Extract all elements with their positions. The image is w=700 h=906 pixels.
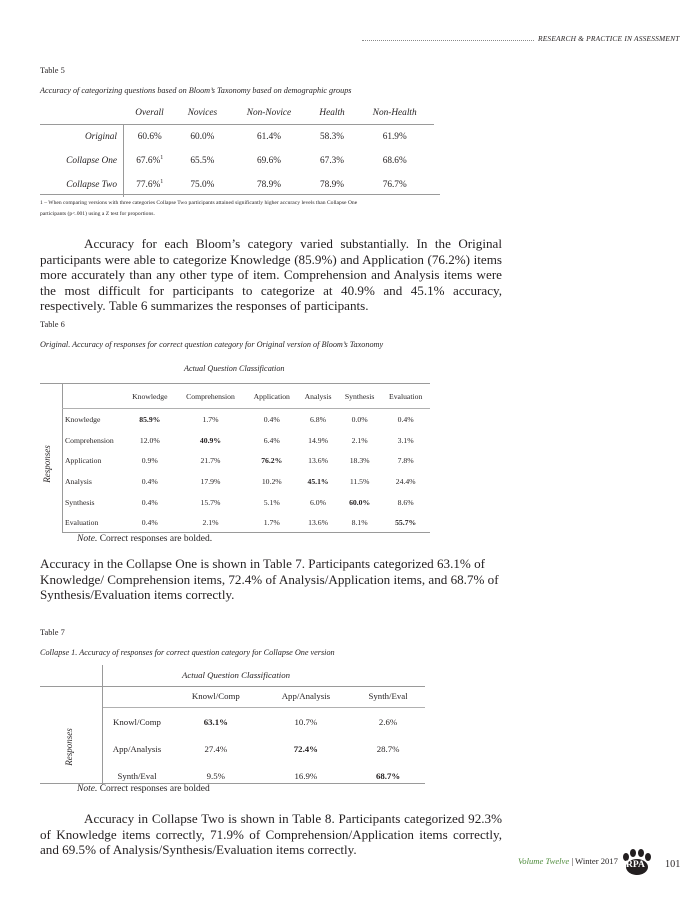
note-label: Note. bbox=[77, 534, 98, 544]
footer-season: Winter 2017 bbox=[575, 856, 618, 866]
table6-col-header: Synthesis bbox=[338, 384, 381, 409]
table-cell: 9.5% bbox=[206, 770, 225, 781]
header-dotted-rule bbox=[362, 40, 534, 41]
table6-side-label: Responses bbox=[42, 445, 52, 483]
table-cell: 6.8% bbox=[310, 414, 327, 424]
table7-side-label: Responses bbox=[64, 728, 74, 766]
table6-label: Table 6 bbox=[40, 320, 65, 329]
table5-caption: Accuracy of categorizing questions based on Bloom’s Taxonomy based on demographic groups bbox=[40, 86, 352, 95]
table-cell: 5.1% bbox=[263, 497, 280, 507]
table6-corner bbox=[62, 384, 124, 409]
table-cell: 6.4% bbox=[263, 435, 280, 445]
table7-col-header: Synth/Eval bbox=[351, 685, 425, 708]
note-text: Correct responses are bolded bbox=[99, 784, 210, 794]
table7-col-header: App/Analysis bbox=[261, 685, 352, 708]
table-cell: 0.4% bbox=[263, 414, 280, 424]
table5-col-header: Non-Health bbox=[372, 108, 417, 118]
table-cell: 2.6% bbox=[378, 716, 398, 727]
table-cell-correct: 60.0% bbox=[349, 497, 371, 507]
table-cell: 76.7% bbox=[382, 180, 407, 190]
table-row bbox=[103, 708, 425, 736]
table-cell: 0.9% bbox=[141, 456, 158, 466]
table7-caption: Collapse 1. Accuracy of responses for correct question category for Collapse One version bbox=[40, 648, 335, 657]
table-cell: 6.0% bbox=[310, 497, 327, 507]
table-cell: 12.0% bbox=[139, 435, 160, 445]
table-cell: 2.1% bbox=[351, 435, 368, 445]
table-cell: 7.8% bbox=[397, 456, 414, 466]
table-cell: 10.2% bbox=[261, 476, 282, 486]
table7 bbox=[103, 685, 425, 789]
table-cell: 0.0% bbox=[351, 414, 368, 424]
table-cell: 65.5% bbox=[190, 156, 215, 166]
page-number: 101 bbox=[665, 859, 681, 870]
table-cell: 78.9% bbox=[320, 180, 345, 190]
table6 bbox=[62, 384, 430, 533]
table7-note bbox=[77, 784, 210, 794]
table-cell: 58.3% bbox=[309, 125, 356, 150]
row-label: Synthesis bbox=[65, 497, 95, 507]
table-cell: 61.9% bbox=[355, 125, 434, 150]
table-row bbox=[62, 492, 430, 513]
table6-super-header: Actual Question Classification bbox=[184, 364, 285, 373]
table-cell-correct: 68.7% bbox=[375, 770, 401, 781]
table-cell: 0.4% bbox=[141, 518, 158, 528]
table6-note bbox=[77, 534, 212, 544]
table5-col-header: Non-Novice bbox=[246, 108, 292, 118]
table-row bbox=[62, 471, 430, 492]
table7-label: Table 7 bbox=[40, 628, 65, 637]
table5-label: Table 5 bbox=[40, 66, 65, 75]
table-cell: 18.3% bbox=[349, 456, 370, 466]
paragraph-text: Accuracy in Collapse Two is shown in Table 8. Participants categorized 92.3% of Knowledge items correctly, 71.9% of Comprehension/Application items correctly, and 69.5% of Analysis/Synthesis/Evaluation items correctly. bbox=[40, 811, 502, 857]
table-cell: 13.6% bbox=[308, 518, 328, 528]
table-cell: 8.6% bbox=[397, 497, 414, 507]
table-row bbox=[40, 125, 434, 150]
table5-footnote: 1 – When comparing versions with three categories Collapse Two participants attained significantly higher accuracy levels than Collapse One bbox=[40, 200, 358, 206]
table6-caption: Original. Accuracy of responses for correct question category for Original version of Bloom’s Taxonomy bbox=[40, 340, 384, 349]
row-label: Knowl/Comp bbox=[113, 716, 161, 727]
body-paragraph: Accuracy in the Collapse One is shown in Table 7. Participants categorized 63.1% of Knowledge/ Comprehension items, 72.4% of Analysis/Application items, and 68.7% of Synthesis/Evaluation items correctly. bbox=[40, 556, 499, 602]
table-cell: 11.5% bbox=[349, 476, 370, 486]
table-cell-with-sup bbox=[124, 149, 176, 173]
table7-super-header: Actual Question Classification bbox=[182, 670, 291, 680]
table-cell: 14.9% bbox=[308, 435, 328, 445]
table5-bottom-rule bbox=[40, 194, 440, 195]
table6-col-header: Application bbox=[245, 384, 298, 409]
table-cell: 60.0% bbox=[176, 125, 230, 150]
table6-col-header: Knowledge bbox=[124, 384, 176, 409]
table-cell: 1.7% bbox=[263, 518, 280, 528]
table-cell: 0.4% bbox=[141, 497, 158, 507]
table6-bottom-rule bbox=[62, 532, 430, 533]
table-row bbox=[62, 409, 430, 430]
table-row bbox=[103, 735, 425, 762]
table-cell: 78.9% bbox=[256, 180, 281, 190]
table-cell-correct: 85.9% bbox=[139, 414, 161, 424]
row-label: Application bbox=[65, 456, 102, 466]
table5 bbox=[40, 102, 434, 197]
table-cell: 21.7% bbox=[200, 456, 221, 466]
row-label: Synth/Eval bbox=[117, 770, 157, 781]
body-paragraph bbox=[40, 236, 502, 314]
logo-text: RPA bbox=[626, 860, 645, 870]
table-cell: 0.4% bbox=[397, 414, 414, 424]
table5-corner bbox=[40, 102, 124, 125]
table-cell: 16.9% bbox=[294, 770, 318, 781]
table7-col-header: Knowl/Comp bbox=[171, 685, 261, 708]
table-cell: 28.7% bbox=[376, 743, 400, 754]
table-cell-correct: 45.1% bbox=[307, 476, 329, 486]
row-label: App/Analysis bbox=[112, 743, 162, 754]
paragraph-text: Accuracy for each Bloom’s category varied substantially. In the Original participants were able to categorize Knowledge (85.9%) and Application (76.2%) items more accurately than any other type of item. Comprehension and Analysis items were the most difficult for participants to categorize at 40.9% and 45.1% accuracy, respectively. Table 6 summarizes the responses of participants. bbox=[40, 236, 502, 313]
table5-col-header: Health bbox=[319, 108, 345, 118]
table-row bbox=[40, 149, 434, 173]
table-cell: 60.6% bbox=[124, 125, 176, 150]
note-text: Correct responses are bolded. bbox=[99, 534, 213, 544]
table-cell: 15.7% bbox=[200, 497, 221, 507]
row-label: Analysis bbox=[65, 476, 92, 486]
row-label: Comprehension bbox=[65, 435, 114, 445]
rpa-logo bbox=[618, 848, 660, 878]
row-label: Collapse Two bbox=[40, 173, 124, 197]
row-label: Evaluation bbox=[65, 518, 99, 528]
table-cell: 27.4% bbox=[204, 743, 228, 754]
footnote-marker: 1 bbox=[160, 155, 164, 162]
table-cell: 68.6% bbox=[382, 156, 407, 166]
body-paragraph bbox=[40, 811, 502, 858]
table6-col-header: Analysis bbox=[298, 384, 338, 409]
footnote-marker: 1 bbox=[160, 179, 164, 186]
table-cell-correct: 55.7% bbox=[395, 518, 417, 528]
running-title: RESEARCH & PRACTICE IN ASSESSMENT bbox=[538, 34, 680, 43]
table-cell-correct: 76.2% bbox=[261, 456, 283, 466]
table-cell: 2.1% bbox=[202, 518, 219, 528]
table-row bbox=[62, 450, 430, 471]
table-cell: 0.4% bbox=[141, 476, 158, 486]
table-cell: 61.4% bbox=[229, 125, 308, 150]
table-cell: 8.1% bbox=[351, 518, 368, 528]
footer-separator: | bbox=[571, 856, 574, 866]
table-cell: 24.4% bbox=[395, 476, 416, 486]
table-cell-correct: 72.4% bbox=[293, 743, 318, 754]
table-cell-correct: 63.1% bbox=[203, 716, 228, 727]
table-cell: 69.6% bbox=[256, 156, 281, 166]
row-label: Original bbox=[40, 125, 124, 150]
table-cell: 3.1% bbox=[397, 435, 414, 445]
table6-col-header: Comprehension bbox=[176, 384, 246, 409]
table-cell: 75.0% bbox=[190, 180, 215, 190]
table5-col-header: Novices bbox=[187, 108, 218, 118]
footer-issue bbox=[518, 856, 618, 866]
cell-value: 77.6% bbox=[136, 180, 161, 191]
table-row bbox=[62, 430, 430, 451]
table-cell: 1.7% bbox=[202, 414, 219, 424]
table6-col-header: Evaluation bbox=[381, 384, 430, 409]
table5-footnote: participants (p<.001) using a Z test for proportions. bbox=[40, 211, 155, 217]
row-label: Collapse One bbox=[40, 149, 124, 173]
table-cell: 67.3% bbox=[320, 156, 345, 166]
note-label: Note. bbox=[77, 784, 98, 794]
row-label: Knowledge bbox=[65, 414, 101, 424]
table-cell: 10.7% bbox=[294, 716, 318, 727]
table-cell-correct: 40.9% bbox=[199, 435, 222, 445]
table-cell: 17.9% bbox=[200, 476, 221, 486]
table-cell: 13.6% bbox=[308, 456, 328, 466]
table7-corner bbox=[103, 685, 171, 708]
cell-value: 67.6% bbox=[136, 156, 161, 167]
table5-col-header: Overall bbox=[135, 108, 164, 118]
footer-volume: Volume Twelve bbox=[518, 856, 570, 866]
table-row bbox=[62, 512, 430, 533]
